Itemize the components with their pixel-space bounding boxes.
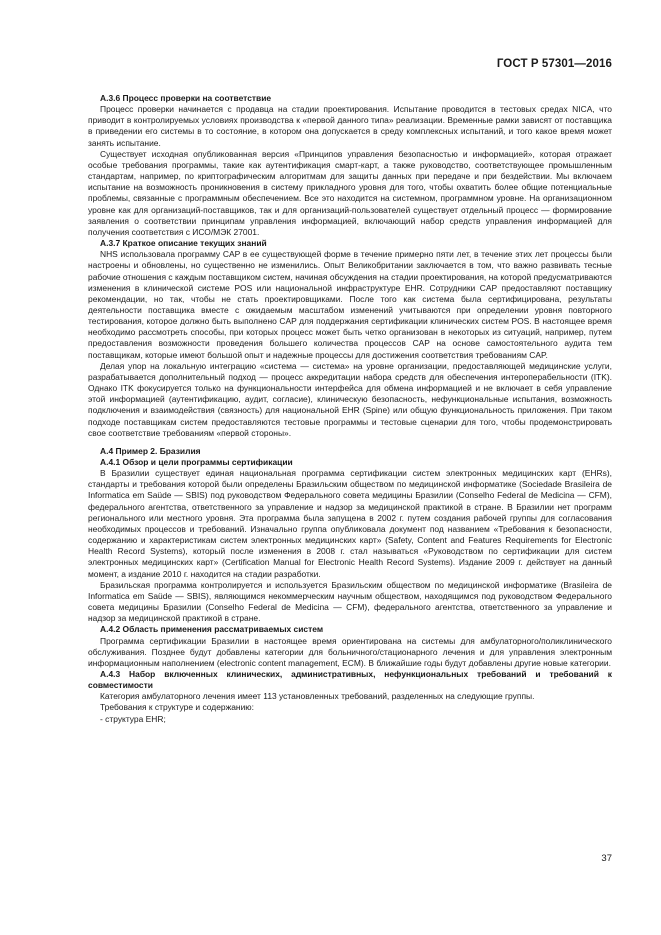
section-heading-a42: А.4.2 Область применения рассматриваемых систем bbox=[100, 624, 324, 635]
paragraph: Делая упор на локальную интеграцию «система — система» на уровне организации, предоставляющей медицинские услуги, разрабатывается дополнительный подход — процесс аккредитации набора средств для обеспечения интероперабельности (ITK). Однако ITK фокусируется только на функциональности интерфейса для обмена информацией и не включает в себя управление этой информацией (аутентификацию, аудит, согласие), клиническую безопасность, нефункциональные испытания, возможность подключения и взаимодействия (связность) для национальной EHR (Spine) или общую функциональность приложения. При таком подходе поставщикам систем предоставляются тестовые программы и тестовые сценарии для того, чтобы продемонстрировать свое соответствие требованиям «первой стороны». bbox=[88, 360, 612, 438]
section-heading-a41: А.4.1 Обзор и цели программы сертификации bbox=[100, 457, 293, 467]
paragraph: Требования к структуре и содержанию: bbox=[100, 702, 254, 713]
paragraph: Программа сертификации Бразилии в настоящее время ориентирована на системы для амбулаторного/поликлинического обслуживания. Позднее будут добавлены категории для больничного/стационарного лечения и для управления электронным информационным наполнением (electronic content management, ECM). В ближайшие годы будут добавлены другие новые категории. bbox=[88, 635, 612, 668]
section-heading-a4: А.4 Пример 2. Бразилия bbox=[100, 445, 201, 456]
paragraph: NHS использовала программу CAP в ее существующей форме в течение примерно пяти лет, в течение этих лет процессы были настроены и обновлены, но существенно не изменились. Опыт Великобритании заключается в том, что важно развивать тесные рабочие отношения с каждым поставщиком систем, начиная обсуждения на стадии проектирования, на которой предусматриваются изменения в клинической системе POS или национальной инфраструктуре EHR. Сотрудники CAP предоставляют поставщику рекомендации, но так, чтобы не стать проектировщиками. После того как система была сертифицирована, результаты деятельности поставщика вместе с ожидаемым масштабом изменений учитываются при определении уровня повторного тестирования, которое должно быть выполнено CAP для поддержания сертификации клинических систем POS. В настоящее время необходимо рассмотреть способы, при которых процесс может быть четко организован в некоторых из ситуаций, например, путем предоставления возможности проведения большего количества процессов CAP на основе самостоятельного аудита тем поставщикам, которые имеют большой опыт и надежные процессы для достижения соответствия требованиям CAP. bbox=[88, 249, 612, 360]
paragraph: Категория амбулаторного лечения имеет 113 установленных требований, разделенных на следующие группы. bbox=[100, 691, 535, 702]
paragraph: Бразильская программа контролируется и используется Бразильским обществом по медицинской информатике (Brasileira de Informatica em Saüde — SBIS), являющимся некоммерческим научным обществом, находящимся под руководством Федерального совета медицины Бразилии (Conselho Federal de Medicina — CFM), федерального агентства, ответственного за управление и надзор за медицинской практикой в стране. bbox=[88, 579, 612, 624]
section-heading-a36: А.3.6 Процесс проверки на соответствие bbox=[100, 93, 272, 103]
paragraph: Процесс проверки начинается с продавца на стадии проектирования. Испытание проводится в тестовых средах NICA, что приводит в контролируемых условиях производства к «первой данного типа» реализации. Временные рамки зависят от поставщика в приведении его системы в то состояние, в котором она допускается в среду комплексных испытаний, и того какое время может занять испытание. bbox=[88, 104, 612, 148]
page-number: 37 bbox=[601, 853, 612, 864]
section-heading-a37: А.3.7 Краткое описание текущих знаний bbox=[100, 238, 267, 249]
list-item: - структура EHR; bbox=[100, 713, 166, 724]
paragraph: В Бразилии существует единая национальная программа сертификации систем электронных медицинских карт (EHRs), стандарты и требования которой были определены Бразильским обществом по медицинской информатике (Sociedade Brasileira de Informatica em Saüde — SBIS) под руководством Федерального совета медицины Бразилии (Conselho Federal de Medicina — CFM), федерального агентства, ответственного за управление и надзор за медицинской практикой в стране. В Бразилии нет программ регионального или местного уровня. Эта программа была запущена в 2002 г. путем создания рабочей группы для согласования необходимых процессов и требований. Изначально группа опубликовала документ под названием «Требования к безопасности, содержанию и характеристикам систем электронных медицинских карт» (Safety, Content and Features Requirements for Electronic Health Record Systems), который после изменения в 2008 г. стал называться «Руководством по сертификации для систем электронных медицинских карт» (Certification Manual for Electronic Health Record Systems). Издание 2009 г. действует на данный момент, а издание 2010 г. находится на стадии разработки. bbox=[88, 468, 612, 579]
standard-code-header: ГОСТ Р 57301—2016 bbox=[496, 58, 612, 70]
section-heading-a43: А.4.3 Набор включенных клинических, административных, нефункциональных требований и требований к совместимости bbox=[88, 668, 612, 691]
paragraph: Существует исходная опубликованная версия «Принципов управления безопасностью и информацией», которая отражает особые требования программы, такие как аутентификация смарт-карт, а также руководство, соответствующее промышленным стандартам, например, по криптографическим алгоритмам для защиты данных при передаче и при бездействии. Мы включаем испытание на возможность проникновения в систему прикладного уровня для того, чтобы охватить более общие потенциальные проблемы, связанные с программным обеспечением. Все это находится на системном, программном уровне. На организационном уровне как для организаций-поставщиков, так и для организаций-пользователей существует отдельный процесс — формирование заявления о соответствии принципам управления информацией, включающий набор средств управления информацией для получения соответствия с ИСО/МЭК 27001. bbox=[88, 148, 612, 237]
document-body bbox=[88, 93, 612, 725]
